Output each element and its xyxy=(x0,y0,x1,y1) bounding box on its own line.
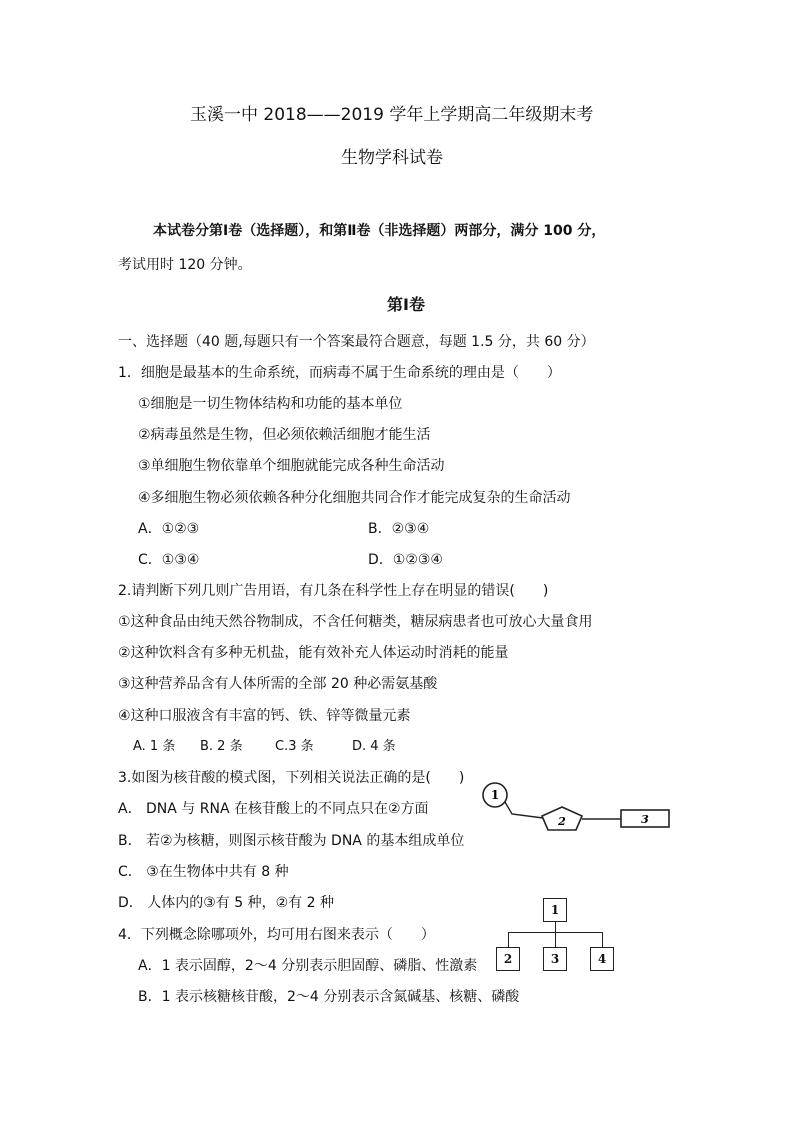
part-heading: 一、选择题（40 题,每题只有一个答案最符合题意，每题 1.5 分，共 60 分） xyxy=(118,334,595,350)
q1-option-d: D．①②③④ xyxy=(368,552,443,568)
tree-connector xyxy=(555,932,556,947)
intro-line-1: 本试卷分第Ⅰ卷（选择题），和第Ⅱ卷（非选择题）两部分，满分 100 分， xyxy=(153,223,606,239)
exam-title: 玉溪一中 2018——2019 学年上学期高二年级期末考 xyxy=(190,105,594,125)
nucleotide-diagram xyxy=(476,782,676,834)
q4-option-b: B．1 表示核糖核苷酸，2～4 分别表示含氮碱基、核糖、磷酸 xyxy=(138,989,520,1005)
q3-option-d: D． 人体内的③有 5 种，②有 2 种 xyxy=(118,895,334,911)
q1-option-b: B．②③④ xyxy=(368,521,430,537)
phosphate-label: 1 xyxy=(490,788,500,802)
tree-connector xyxy=(555,922,556,932)
q2-item: ③这种营养品含有人体所需的全部 20 种必需氨基酸 xyxy=(118,676,438,692)
q3-stem: 3.如图为核苷酸的模式图，下列相关说法正确的是( ) xyxy=(118,770,465,786)
q1-item: ③单细胞生物依靠单个细胞就能完成各种生命活动 xyxy=(138,458,445,474)
q4-option-a: A．1 表示固醇，2～4 分别表示胆固醇、磷脂、性激素 xyxy=(138,958,478,974)
q1-option-c: C．①③④ xyxy=(138,552,200,568)
q1-item: ②病毒虽然是生物，但必须依赖活细胞才能生活 xyxy=(138,427,431,443)
q2-item: ②这种饮料含有多种无机盐，能有效补充人体运动时消耗的能量 xyxy=(118,645,509,661)
q3-option-a: A． DNA 与 RNA 在核苷酸上的不同点只在②方面 xyxy=(118,801,429,817)
intro-line-2: 考试用时 120 分钟。 xyxy=(118,257,252,273)
section-title: 第Ⅰ卷 xyxy=(387,295,425,314)
q1-stem: 1．细胞是最基本的生命系统，而病毒不属于生命系统的理由是（ ） xyxy=(118,365,561,381)
q2-option-a: A. 1 条 xyxy=(133,739,176,754)
q1-item: ④多细胞生物必须依赖各种分化细胞共同合作才能完成复杂的生命活动 xyxy=(138,490,571,506)
q2-stem: 2.请判断下列几则广告用语，有几条在科学性上存在明显的错误( ) xyxy=(118,583,549,599)
phosphate-bond-line xyxy=(505,802,543,818)
q2-option-d: D. 4 条 xyxy=(352,739,396,754)
tree-node-2: 2 xyxy=(496,947,520,971)
tree-connector xyxy=(508,932,509,947)
tree-connector xyxy=(602,932,603,947)
sugar-label: 2 xyxy=(558,815,566,828)
tree-node-4: 4 xyxy=(590,947,614,971)
q3-option-b: B． 若②为核糖，则图示核苷酸为 DNA 的基本组成单位 xyxy=(118,833,465,849)
q4-stem: 4．下列概念除哪项外，均可用右图来表示（ ） xyxy=(118,927,435,943)
q1-option-a: A．①②③ xyxy=(138,521,200,537)
tree-node-1: 1 xyxy=(543,898,567,922)
q3-option-c: C． ③在生物体中共有 8 种 xyxy=(118,864,289,880)
exam-subtitle: 生物学科试卷 xyxy=(341,148,443,168)
tree-node-3: 3 xyxy=(543,947,567,971)
q2-option-c: C.3 条 xyxy=(275,739,314,754)
base-label: 3 xyxy=(641,813,649,826)
q2-option-b: B. 2 条 xyxy=(200,739,243,754)
q2-item: ①这种食品由纯天然谷物制成，不含任何糖类，糖尿病患者也可放心大量食用 xyxy=(118,614,593,630)
concept-tree-diagram xyxy=(490,892,620,976)
q2-item: ④这种口服液含有丰富的钙、铁、锌等微量元素 xyxy=(118,708,411,724)
q1-item: ①细胞是一切生物体结构和功能的基本单位 xyxy=(138,396,403,412)
